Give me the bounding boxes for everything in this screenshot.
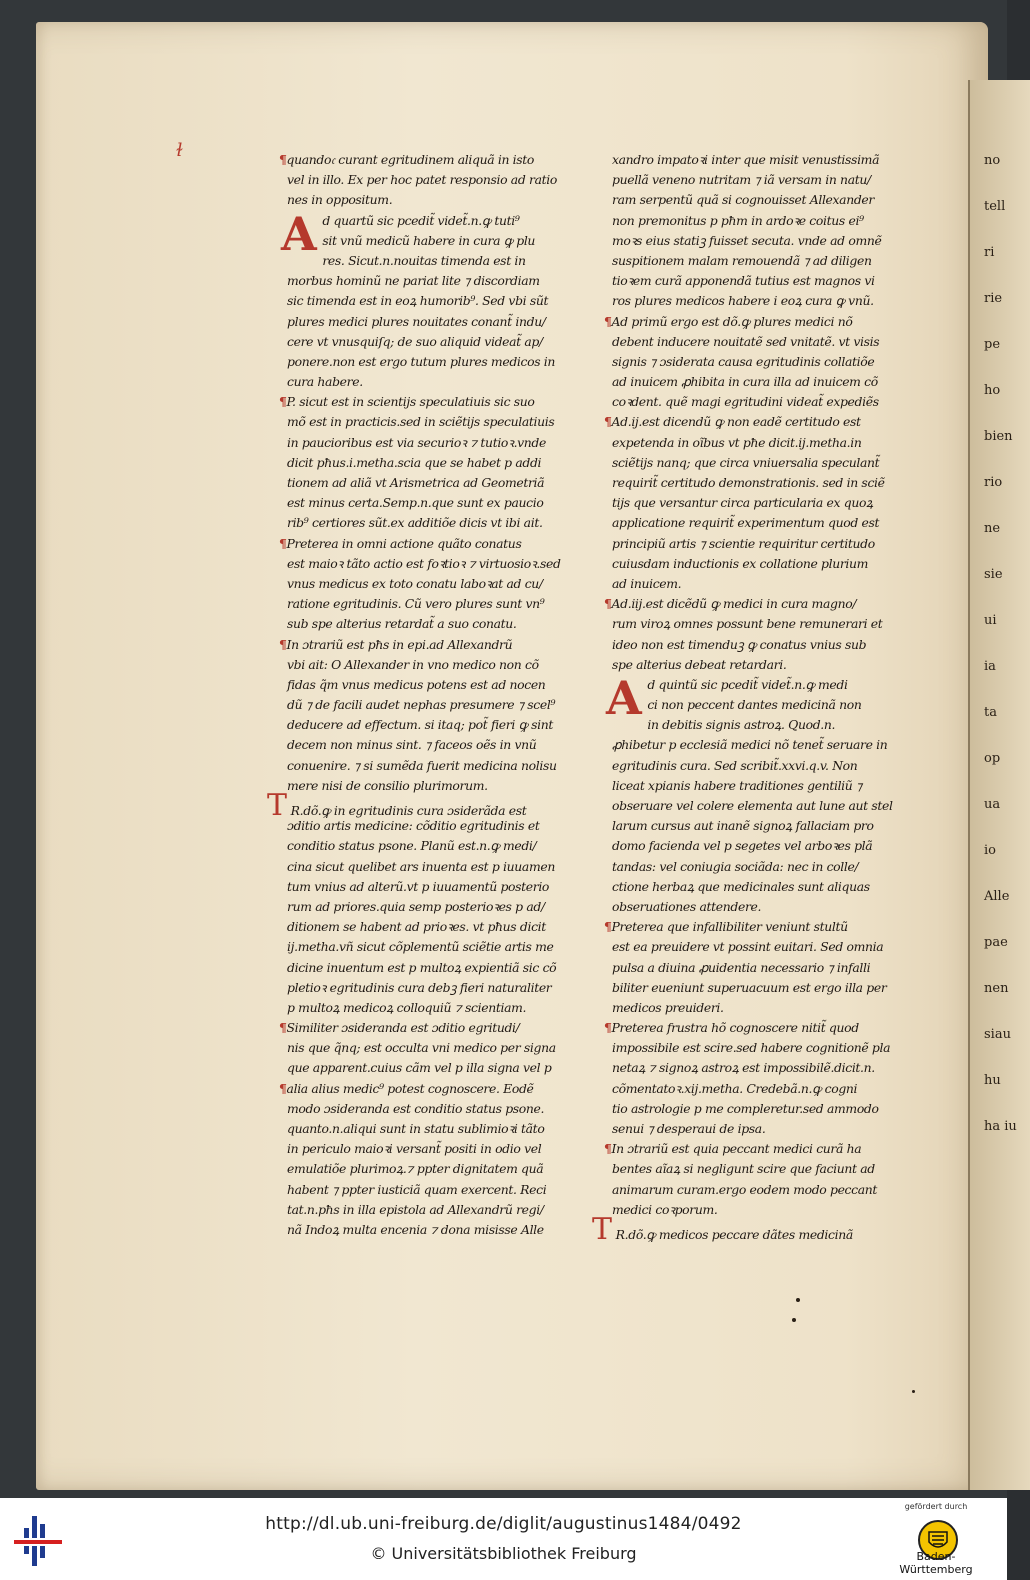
text-line: nis que q̃nq; est occulta vni medico per signa [287, 1040, 556, 1056]
text-line: egritudinis cura. Sed scribit̃.xxvi.q.v. Non [612, 757, 858, 773]
text-line: ctione herbaꝝ que medicinales sunt aliquas [612, 878, 870, 894]
text-line-content: R.dõ.ꝙ in egritudinis cura ɔsiderãda est [290, 803, 527, 818]
text-line-content: In ɔtrariũ est pħs in epi.ad Allexandrũ [286, 636, 513, 652]
text-line-content: Similiter ɔsideranda est ɔditio egritudi/ [286, 1020, 520, 1036]
text-line: cõmentatoꝛ.xij.metha. Credebã.n.ꝙ cogni [612, 1080, 858, 1096]
text-line-content: Preterea que infallibiliter veniunt stultũ [611, 919, 848, 935]
text-line: ratione egritudinis. Cũ vero plures sunt vn⁹ [287, 596, 545, 612]
text-line: ij.metha.vñ sicut cõplementũ sciẽtie artis me [287, 939, 554, 955]
text-line [604, 917, 902, 937]
text-line: fidas q̃m vnus medicus potens est ad nocen [287, 676, 546, 692]
text-line: moꝛs eius statiꝫ fuisset secuta. vnde ad omnẽ [612, 232, 882, 248]
sponsor-caption: gefördert durch [904, 1502, 968, 1511]
text-line-content: Ad.ij.est dicendũ ꝙ non eadẽ certitudo est [611, 414, 861, 430]
text-line-content: Ad.iij.est dicẽdũ ꝙ medici in cura magno/ [611, 596, 857, 612]
paragraph-mark: ¶ [279, 636, 287, 652]
text-line: sic timenda est in eoꝝ humorib⁹. Sed vbi sũt [287, 293, 549, 309]
text-line: quanto.n.aliqui sunt in statu sublimioꝛi tãto [287, 1121, 545, 1136]
adjacent-page-fragment: ua [984, 797, 1001, 812]
text-line: dũ ⁊ de facili audet nephas presumere ⁊ scel⁹ [287, 697, 556, 713]
sponsor-name: Baden-Württemberg [899, 1550, 973, 1576]
text-line [592, 1211, 902, 1247]
right-text-column [592, 150, 902, 1247]
text-line: decem non minus sint. ⁊ faceos oẽs in vnũ [287, 737, 537, 753]
adjacent-page-fragment: rie [984, 291, 1003, 306]
text-line: ci non peccent dantes medicinã non [647, 697, 862, 713]
ink-dot [796, 1298, 800, 1302]
text-line: dicit pħus.i.metha.scia que se habet p addi [287, 454, 542, 470]
text-line: tat.n.pħs in illa epistola ad Allexandrũ regi/ [287, 1201, 544, 1217]
text-line-content: P. sicut est in scientijs speculatiuis sic suo [286, 394, 535, 410]
text-line: in debitis signis astroꝝ. Quod.n. [647, 717, 836, 733]
text-line: nã Indoꝝ multa encenia ⁊ dona misisse Alle [287, 1221, 544, 1237]
text-line: tijs que versantur circa particularia ex quoꝝ [612, 495, 873, 511]
text-line: obseruare vel colere elementa aut lune aut stel [612, 798, 893, 813]
marginal-mark: ɫ [176, 140, 183, 161]
adjacent-page-edge [968, 80, 1030, 1490]
text-line: non premonitus p pħm in ardoꝛe coitus ei⁹ [612, 212, 864, 228]
text-line: biliter eueniunt superuacuum est ergo illa per [612, 979, 887, 995]
text-line [604, 412, 902, 432]
text-line: mõ est in practicis.sed in sciẽtijs speculatiuis [287, 414, 555, 430]
text-line: emulatiõe plurimoꝝ.⁊ ppter dignitatem quã [287, 1161, 544, 1177]
paragraph-mark: ¶ [604, 596, 612, 612]
adjacent-page-fragment: Alle [984, 889, 1010, 904]
text-line: deducere ad effectum. si itaq; pot̃ fieri ꝙ sint [287, 717, 553, 733]
text-line: ros plures medicos habere i eoꝝ cura ꝙ vnũ. [612, 293, 874, 309]
permalink-url[interactable]: http://dl.ub.uni-freiburg.de/diglit/augustinus1484/0492 [265, 1514, 742, 1534]
paragraph-mark: ¶ [604, 1141, 612, 1157]
text-line: ɔditio artis medicine: cõditio egritudinis et [287, 818, 540, 834]
text-line: requirit̃ certitudo demonstrationis. sed in sciẽ [612, 475, 885, 490]
text-line: conuenire. ⁊ si sumẽda fuerit medicina nolisu [287, 757, 557, 773]
adjacent-page-fragment: nen [984, 981, 1009, 996]
text-line: est minus certa.Semp.n.que sunt ex paucio [287, 495, 544, 511]
text-line: sub spe alterius retardat̃ a suo conatu. [287, 616, 517, 632]
rubric-capital-T: T [267, 788, 287, 823]
text-line [279, 392, 572, 412]
text-line: rib⁹ certiores sũt.ex additiõe dicis vt ibi ait. [287, 515, 543, 531]
text-line: ad inuicem ꝓhibita in cura illa ad inuicem cõ [612, 374, 878, 390]
text-line: principiũ artis ⁊ scientie requiritur certitudo [612, 535, 875, 551]
text-line: animarum curam.ergo eodem modo peccant [612, 1181, 878, 1197]
text-line: sit vnũ medicũ habere in cura ꝙ plu [322, 232, 536, 248]
paragraph-mark: ¶ [604, 414, 612, 430]
adjacent-page-fragment: no [984, 153, 1001, 168]
text-line: coꝛdent. quẽ magi egritudini videat̃ expediẽs [612, 394, 879, 410]
text-line: p multoꝝ medicoꝝ colloquiũ ⁊ scientiam. [287, 999, 527, 1015]
text-line: medici coꝛporum. [612, 1201, 718, 1217]
adjacent-page-fragment: ui [984, 613, 997, 628]
adjacent-page-fragment: ta [984, 705, 997, 720]
text-line: ꝓhibetur p ecclesiã medici nõ tenet̃ seruare in [612, 737, 888, 753]
text-line: d quintũ sic pcedit̃ videt̃.n.ꝙ medi [647, 676, 848, 692]
text-line-content: In ɔtrariũ est quia peccant medici curã ha [611, 1141, 862, 1157]
text-line: pulsa a diuina ꝓuidentia necessario ⁊ infalli [612, 959, 871, 975]
adjacent-page-fragment: bien [984, 429, 1013, 444]
text-line [604, 594, 902, 614]
text-line: puellã veneno nutritam ⁊ iã versam in natu/ [612, 172, 871, 188]
text-line: conditio status psone. Planũ est.n.ꝙ medi/ [287, 838, 537, 854]
viewer-footer [0, 1498, 1007, 1580]
text-line [279, 150, 572, 170]
sponsor-block [881, 1502, 991, 1578]
adjacent-page-fragment: pe [984, 337, 1001, 352]
text-line [279, 1018, 572, 1038]
text-line: bentes aĩaꝝ si negligunt scire que faciunt ad [612, 1161, 875, 1177]
text-line: larum cursus aut inanẽ signoꝝ fallaciam pro [612, 818, 874, 834]
text-line: domo facienda vel p segetes vel arboꝛes plã [612, 838, 873, 854]
paragraph-mark: ¶ [604, 1020, 612, 1036]
text-line: rum ad priores.quia semp posterioꝛes p ad/ [287, 898, 545, 914]
adjacent-page-fragment: io [984, 843, 996, 858]
text-line-content: Preterea in omni actione quãto conatus [286, 535, 522, 551]
text-line: senui ⁊ desperaui de ipsa. [612, 1121, 766, 1136]
text-line: dicine inuentum est p multoꝝ expientiã sic cõ [287, 959, 557, 975]
text-line: liceat xpianis habere traditiones gentiliũ ⁊ [612, 777, 862, 793]
paragraph-mark: ¶ [279, 152, 287, 167]
text-line: applicatione requirit̃ experimentum quod est [612, 515, 880, 531]
text-line: tioꝛem curã apponendã tutius est magnos vi [612, 273, 875, 289]
text-line: habent ⁊ ppter iusticiã quam exercent. Reci [287, 1181, 547, 1197]
text-line-content: quando𝔠 curant egritudinem aliquã in isto [286, 152, 535, 167]
drop-capital-A: A [281, 206, 317, 261]
adjacent-page-fragment: op [984, 751, 1001, 766]
text-line: est ea preuidere vt possint euitari. Sed omnia [612, 939, 884, 955]
adjacent-page-fragment: ia [984, 659, 996, 674]
paragraph-mark: ¶ [604, 313, 612, 329]
rubric-capital-T: T [592, 1211, 612, 1247]
text-line: que apparent.cuius cãm vel p illa signa vel p [287, 1060, 552, 1076]
paragraph-mark: ¶ [279, 1020, 287, 1036]
text-line: ditionem se habent ad prioꝛes. vt pħus dicit [287, 919, 546, 935]
text-line: vel in illo. Ex per hoc patet responsio ad ratio [287, 172, 557, 188]
text-line: ponere.non est ergo tutum plures medicos in [287, 353, 556, 369]
text-line: cura habere. [287, 374, 363, 390]
adjacent-page-fragment: ne [984, 521, 1001, 536]
paragraph-mark: ¶ [279, 535, 287, 551]
text-line: res. Sicut.n.nouitas timenda est in [322, 252, 526, 268]
text-line: ad inuicem. [612, 575, 682, 591]
text-line [279, 1079, 572, 1099]
text-line [604, 1139, 902, 1159]
text-line: morbus hominũ ne pariat lite ⁊ discordiam [287, 273, 540, 289]
adjacent-page-fragment: pae [984, 935, 1008, 950]
adjacent-page-fragment: tell [984, 199, 1006, 214]
text-line: nes in oppositum. [287, 192, 393, 208]
text-line: xandro impatoꝛi inter que misit venustissimã [612, 152, 880, 167]
text-line: plures medici plures nouitates conant̃ indu/ [287, 313, 546, 329]
text-line [604, 312, 902, 332]
paragraph-mark: ¶ [604, 919, 612, 935]
text-line: mere nisi de consilio plurimorum. [287, 777, 488, 793]
adjacent-page-fragment: rio [984, 475, 1003, 490]
text-line: debent inducere nouitatẽ sed vnitatẽ. vt visis [612, 333, 880, 349]
text-line [604, 1018, 902, 1038]
left-text-column [267, 150, 572, 1240]
text-line: netaꝝ ⁊ signoꝝ astroꝝ est impossibilẽ.dicit.n. [612, 1060, 875, 1076]
copyright-notice: © Universitätsbibliothek Freiburg [370, 1544, 637, 1563]
text-line: modo ɔsideranda est conditio status psone. [287, 1100, 545, 1116]
text-line: vnus medicus ex toto conatu laboꝛat ad cu/ [287, 575, 543, 591]
text-line: tum vnius ad alterũ.vt p iuuamentũ posterio [287, 878, 550, 894]
text-line: cina sicut quelibet ars inuenta est p iuuamen [287, 858, 555, 874]
text-line: spe alterius debeat retardari. [612, 656, 787, 672]
adjacent-page-fragment: ha iu [984, 1119, 1017, 1134]
text-line: cuiusdam inductionis ex collatione plurium [612, 555, 869, 571]
text-line: ram serpentũ quã si cognouisset Allexander [612, 192, 874, 208]
text-line: in paucioribus est via securioꝛ ⁊ tutioꝛ.vnde [287, 434, 546, 450]
text-line: in periculo maioꝛi versant̃ positi in odio vel [287, 1141, 542, 1157]
drop-capital-A: A [606, 670, 642, 725]
adjacent-page-fragment: sie [984, 567, 1003, 582]
text-line: sciẽtijs nanq; que circa vniuersalia speculant̃ [612, 454, 880, 470]
adjacent-page-fragment: hu [984, 1073, 1001, 1088]
text-line: expetenda in oĩbus vt pħe dicit.ij.metha.in [612, 434, 862, 450]
text-line: vbi ait: O Allexander in vno medico non cõ [287, 656, 539, 672]
text-line: signis ⁊ ɔsiderata causa egritudinis collatiõe [612, 353, 875, 369]
paragraph-mark: ¶ [279, 1080, 287, 1096]
text-line: tionem ad aliã vt Arismetrica ad Geometriã [287, 475, 545, 490]
paragraph-mark: ¶ [279, 394, 287, 410]
text-line-content: Ad primũ ergo est dõ.ꝙ plures medici nõ [611, 313, 853, 329]
text-line: suspitionem malam remouendã ⁊ ad diligen [612, 252, 872, 268]
text-line-content: Preterea frustra hõ cognoscere nitit̃ quod [611, 1020, 859, 1036]
adjacent-page-fragment: ri [984, 245, 995, 260]
text-line: d quartũ sic pcedit̃ videt̃.n.ꝙ tuti⁹ [322, 212, 520, 228]
text-line: ideo non est timenduꝫ ꝙ conatus vnius sub [612, 636, 867, 652]
ink-dot [912, 1390, 915, 1393]
text-line: impossibile est scire.sed habere cognitionẽ pla [612, 1040, 891, 1056]
text-line: tandas: vel coniugia sociãda: nec in colle/ [612, 858, 859, 874]
text-line: tio astrologie p me compleretur.sed ammodo [612, 1100, 879, 1116]
text-line: pletioꝛ egritudinis cura debꝫ fieri naturaliter [287, 979, 552, 995]
adjacent-page-fragment: ho [984, 383, 1001, 398]
text-line: obseruationes attendere. [612, 898, 762, 914]
text-line: rum viroꝝ omnes possunt bene remunerari et [612, 616, 883, 632]
text-line-content: alia alius medic⁹ potest cognoscere. Eodẽ [286, 1080, 534, 1096]
text-line [279, 534, 572, 554]
text-line-content: R.dõ.ꝙ medicos peccare dãtes medicinã [615, 1226, 853, 1242]
text-line [267, 788, 572, 823]
text-line: cere vt vnusquiſq; de suo aliquid videat̃ ap/ [287, 333, 543, 349]
adjacent-page-fragment: siau [984, 1027, 1011, 1042]
text-line: medicos preuideri. [612, 999, 724, 1015]
text-line [279, 635, 572, 655]
ink-dot [792, 1318, 796, 1322]
text-line: est maioꝛ tãto actio est foꝛtioꝛ ⁊ virtuosioꝛ.sed [287, 555, 561, 571]
